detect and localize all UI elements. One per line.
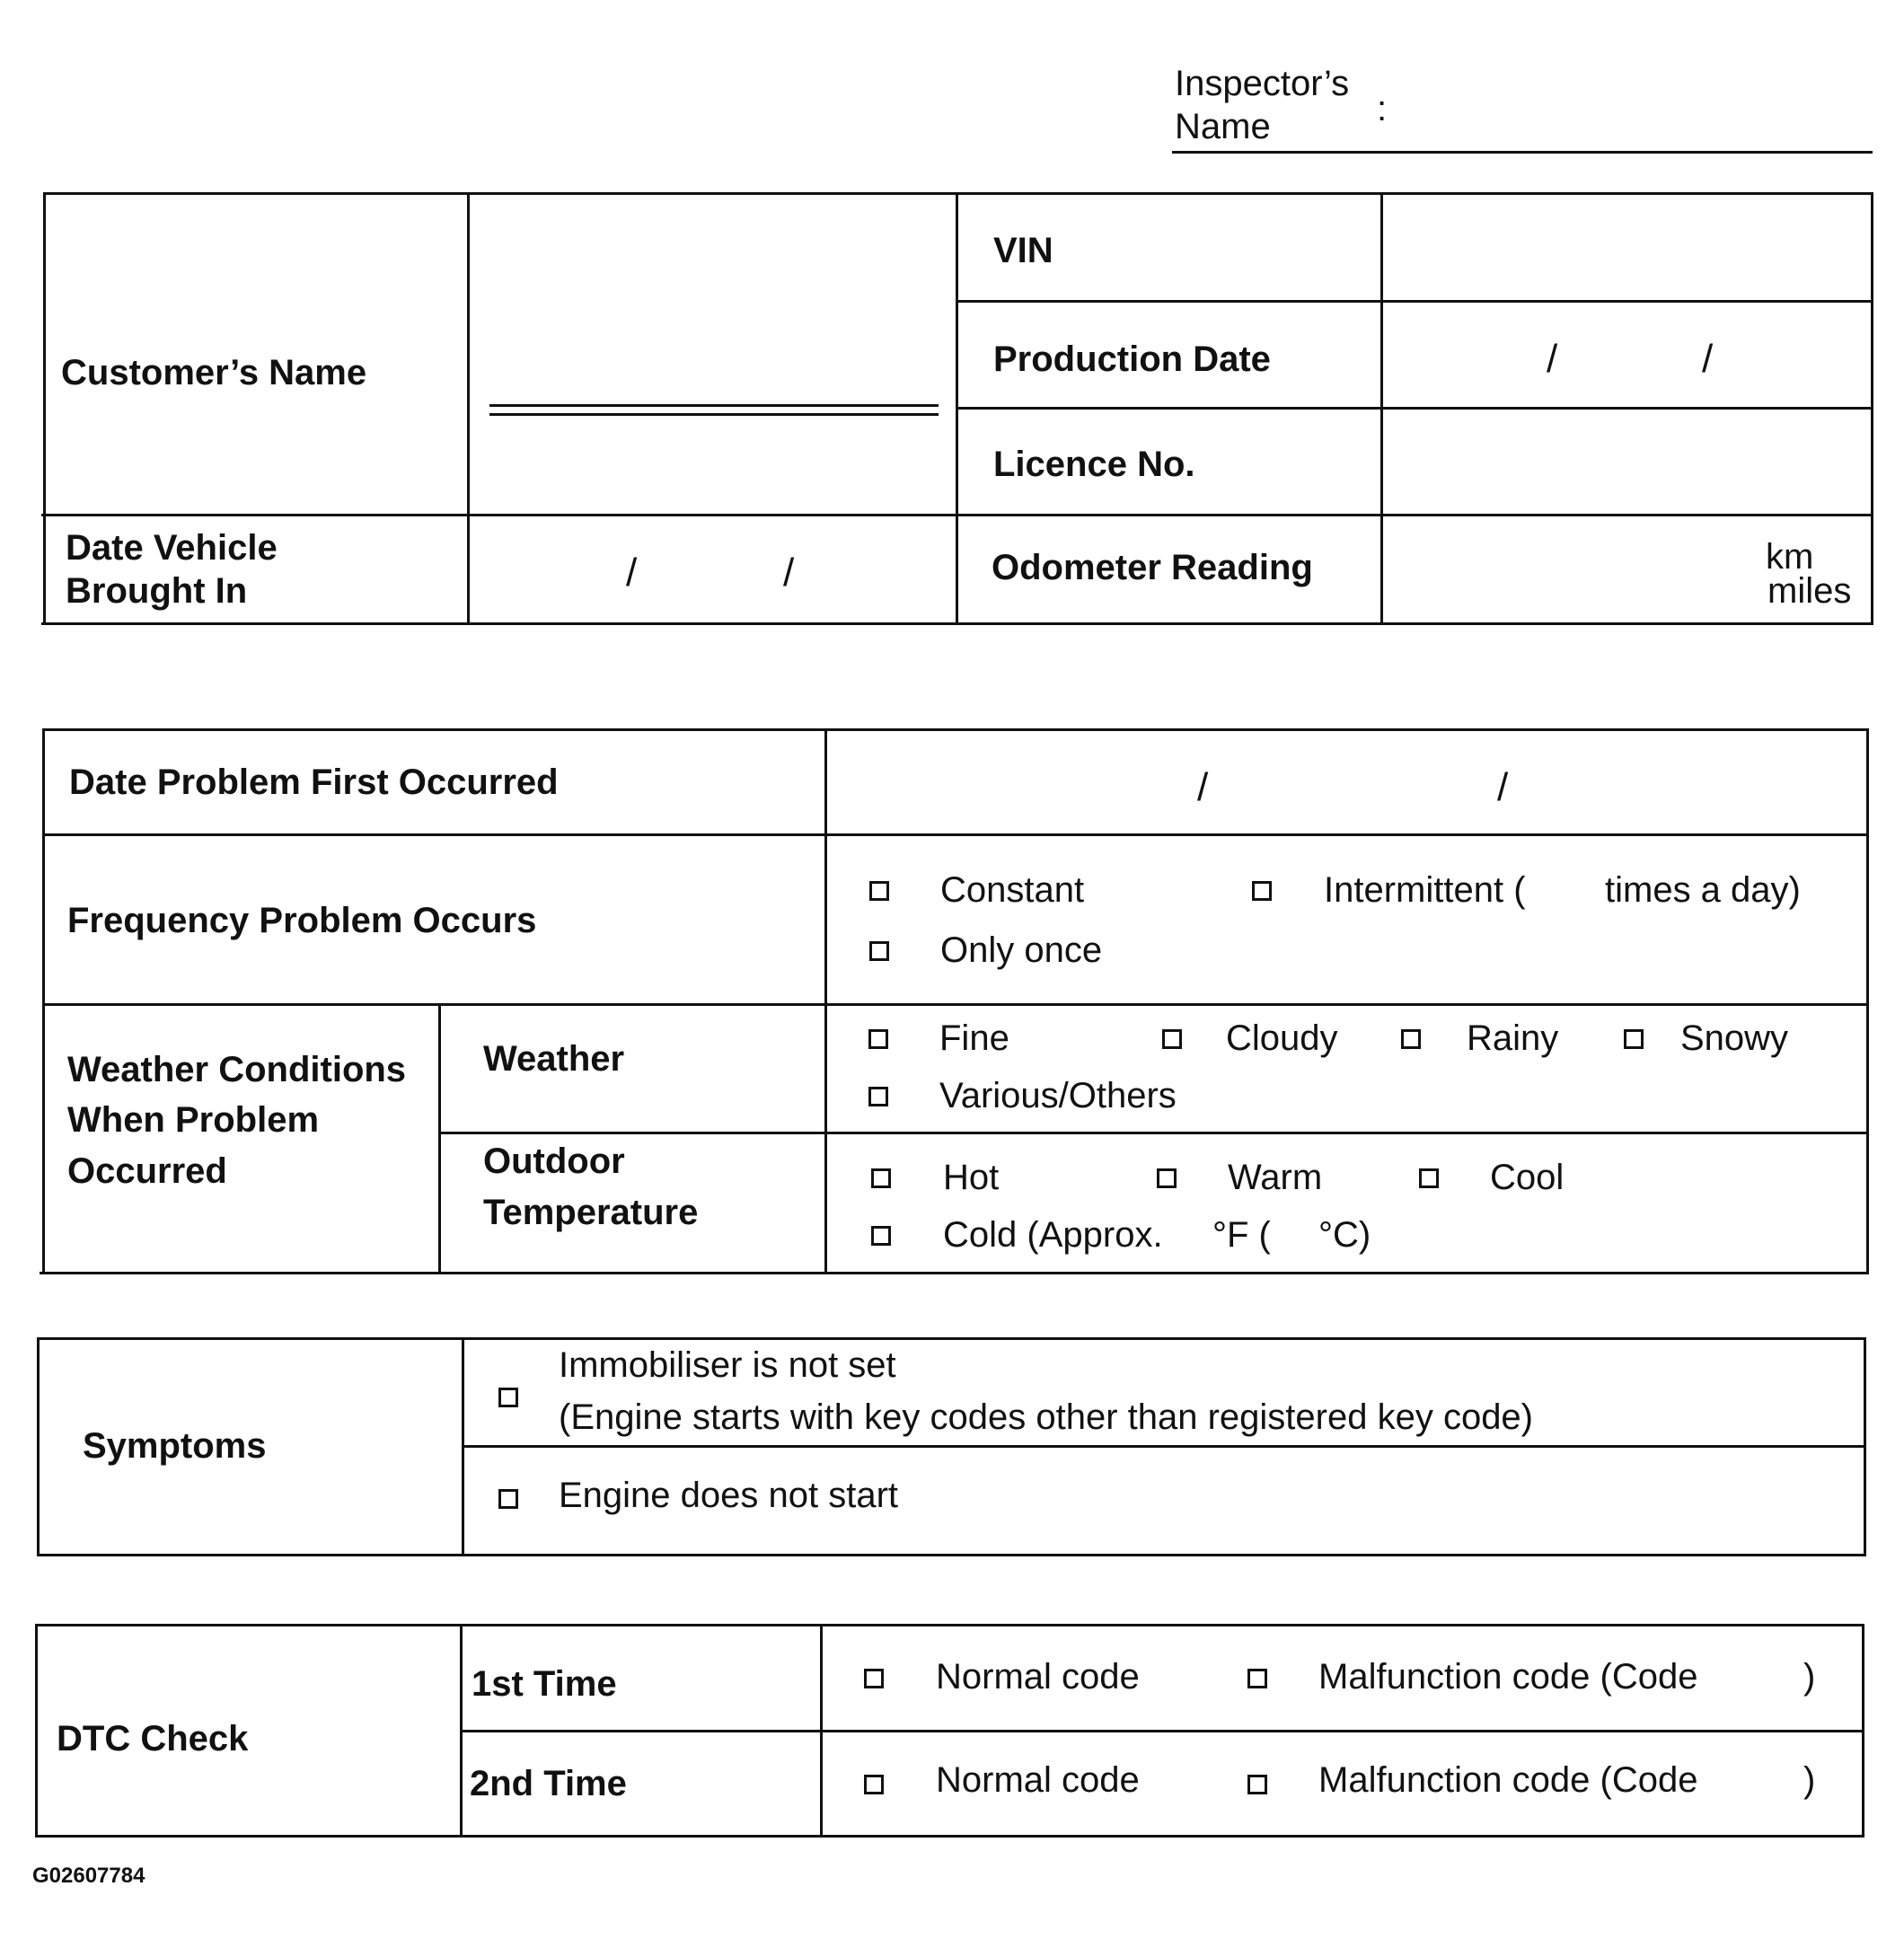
outdoor-temperature-label-line2: Temperature [483,1193,699,1232]
temp-warm-label: Warm [1228,1158,1323,1197]
dtc-check-label: DTC Check [57,1719,249,1758]
symptom-immobiliser-label-line2: (Engine starts with key codes other than registered key code) [559,1397,1533,1437]
weather-fine-checkbox[interactable] [868,1029,888,1049]
weather-conditions-label-line3: Occurred [67,1151,227,1191]
vin-field[interactable] [1385,197,1868,297]
frequency-intermittent-checkbox[interactable] [1252,881,1272,901]
dtc-second-close-paren: ) [1803,1760,1816,1800]
date-brought-in-label-line1: Date Vehicle [66,528,278,568]
odometer-unit-km: km [1766,537,1814,577]
weather-conditions-label-line2: When Problem [67,1100,320,1140]
date-first-occurred-field[interactable] [829,733,1864,832]
date-first-occurred-label: Date Problem First Occurred [69,762,559,802]
frequency-only-once-label: Only once [940,930,1103,970]
symptom-immobiliser-checkbox[interactable] [498,1388,518,1407]
temp-cold-label: Cold (Approx. [943,1215,1163,1255]
customers-name-label: Customer’s Name [61,353,367,392]
dtc-first-normal-checkbox[interactable] [864,1669,884,1688]
inspector-name-colon: : [1377,89,1388,128]
symptom-engine-no-start-label: Engine does not start [559,1476,899,1515]
weather-fine-label: Fine [939,1018,1009,1058]
inspector-name-label-line1: Inspector’s [1175,64,1350,103]
weather-various-checkbox[interactable] [868,1087,888,1106]
vin-label: VIN [993,231,1053,270]
frequency-intermittent-label: Intermittent ( [1324,870,1526,910]
temp-celsius-label: °C) [1318,1215,1371,1255]
temp-warm-checkbox[interactable] [1157,1168,1177,1188]
symptom-immobiliser-label-line1: Immobiliser is not set [559,1345,896,1385]
weather-label: Weather [483,1039,625,1079]
symptoms-label: Symptoms [83,1426,267,1466]
odometer-unit-miles: miles [1767,571,1852,611]
dtc-first-close-paren: ) [1803,1657,1816,1697]
dtc-first-time-label: 1st Time [472,1664,617,1704]
dtc-first-malfunction-label: Malfunction code (Code [1318,1657,1698,1697]
production-date-label: Production Date [993,339,1271,379]
date-separator: / [783,551,795,595]
temp-fahrenheit-label: °F ( [1212,1215,1271,1255]
temp-hot-label: Hot [943,1158,1000,1197]
date-brought-in-field[interactable] [472,518,952,621]
dtc-second-malfunction-checkbox[interactable] [1247,1775,1267,1794]
temp-cool-label: Cool [1490,1158,1565,1197]
intermittent-count-field[interactable] [1538,868,1600,912]
production-date-field[interactable] [1385,304,1868,405]
date-separator: / [1547,337,1558,381]
temp-hot-checkbox[interactable] [871,1168,891,1188]
weather-cloudy-label: Cloudy [1226,1018,1338,1058]
odometer-reading-label: Odometer Reading [992,548,1313,587]
dtc-first-code-field[interactable] [1711,1654,1801,1699]
weather-snowy-checkbox[interactable] [1624,1029,1644,1049]
inspector-name-label-line2: Name [1175,107,1271,146]
date-brought-in-label-line2: Brought In [66,571,248,611]
dtc-second-malfunction-label: Malfunction code (Code [1318,1760,1698,1800]
frequency-constant-label: Constant [940,870,1085,910]
frequency-times-a-day-label: times a day) [1605,870,1801,910]
weather-conditions-label-line1: Weather Conditions [67,1050,407,1089]
dtc-first-malfunction-checkbox[interactable] [1247,1669,1267,1688]
date-separator: / [1702,337,1714,381]
temp-cool-checkbox[interactable] [1419,1168,1439,1188]
dtc-second-normal-label: Normal code [936,1760,1140,1800]
inspector-name-field[interactable] [1172,151,1873,154]
licence-no-field[interactable] [1385,411,1868,512]
dtc-second-normal-checkbox[interactable] [864,1775,884,1794]
weather-snowy-label: Snowy [1680,1018,1789,1058]
dtc-second-time-label: 2nd Time [470,1764,627,1803]
outdoor-temperature-label-line1: Outdoor [483,1141,625,1181]
weather-rainy-label: Rainy [1467,1018,1559,1058]
frequency-label: Frequency Problem Occurs [67,901,537,940]
symptom-engine-no-start-checkbox[interactable] [498,1489,518,1509]
temp-cold-checkbox[interactable] [871,1226,891,1246]
date-separator: / [626,551,638,595]
date-separator: / [1497,765,1509,809]
frequency-constant-checkbox[interactable] [869,881,889,901]
licence-no-label: Licence No. [993,445,1195,484]
date-separator: / [1197,765,1209,809]
dtc-first-normal-label: Normal code [936,1657,1140,1697]
dtc-second-code-field[interactable] [1711,1758,1801,1803]
figure-id: G02607784 [32,1864,145,1888]
frequency-only-once-checkbox[interactable] [869,941,889,961]
weather-rainy-checkbox[interactable] [1401,1029,1421,1049]
weather-cloudy-checkbox[interactable] [1162,1029,1182,1049]
weather-various-label: Various/Others [939,1076,1177,1115]
customers-name-field[interactable] [489,404,939,419]
